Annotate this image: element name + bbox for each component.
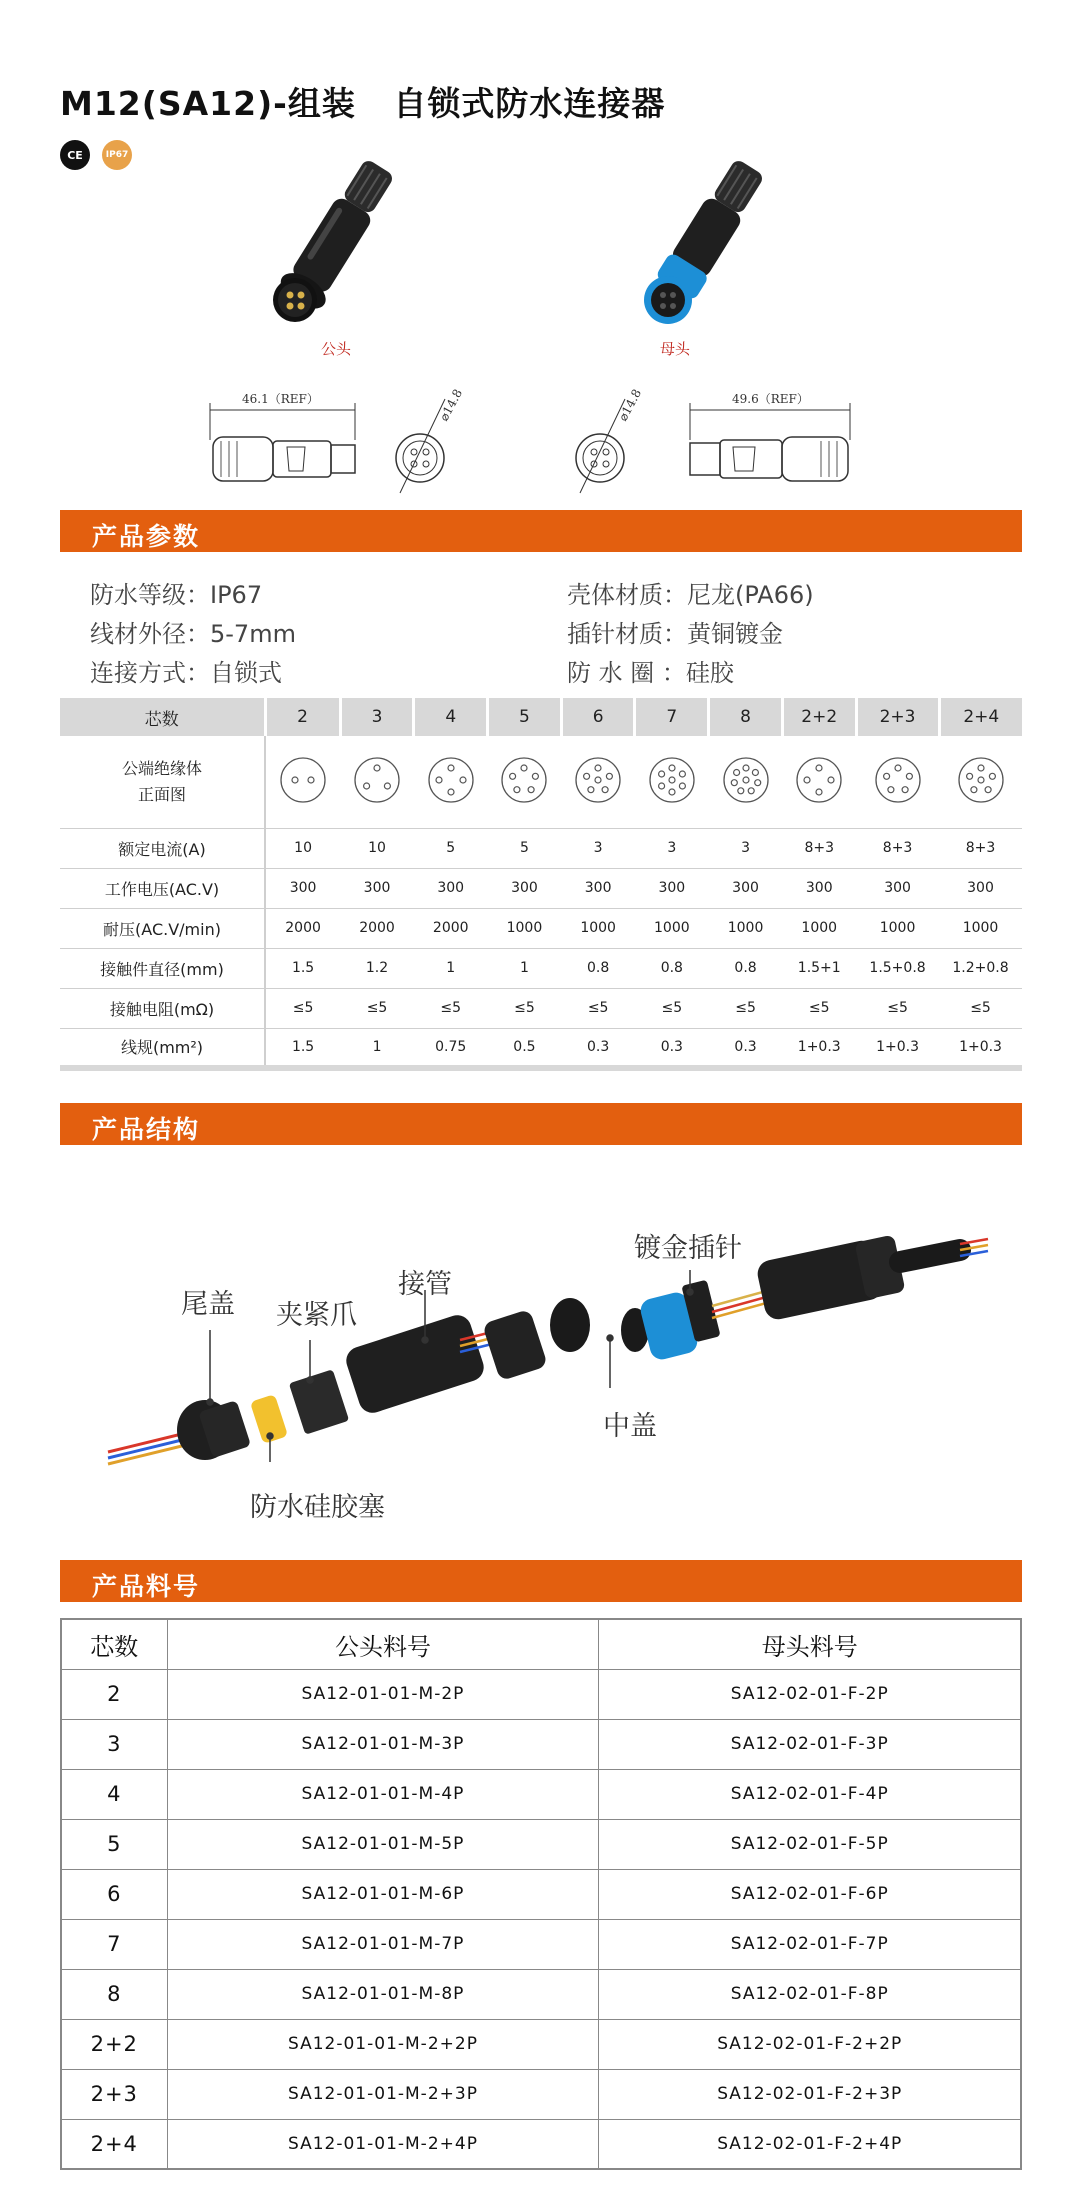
- pin-layout-cell: [561, 736, 635, 828]
- order-cores-cell: 2+3: [61, 2069, 167, 2119]
- spec-pins-row: [60, 736, 1022, 828]
- spec-cell: 0.3: [561, 1028, 635, 1068]
- spec-cell: 300: [939, 868, 1022, 908]
- spec-cell: 300: [488, 868, 562, 908]
- order-row: [61, 1769, 1021, 1819]
- spec-cell: 300: [265, 868, 340, 908]
- female-part-number: SA12-02-01-F-8P: [599, 1969, 1021, 2019]
- spec-cell: 1000: [635, 908, 709, 948]
- spec-cell: ≤5: [488, 988, 562, 1028]
- spec-cell: 300: [414, 868, 488, 908]
- spec-cell: 5: [488, 828, 562, 868]
- pin-hole-icon: [658, 783, 664, 789]
- female-part-number: SA12-02-01-F-4P: [599, 1769, 1021, 1819]
- tail-cap-part: [177, 1400, 251, 1460]
- male-part-number: SA12-01-01-M-3P: [167, 1719, 599, 1769]
- pin-hole-icon: [533, 773, 539, 779]
- male-caption: 公头: [321, 340, 352, 358]
- spec-cell: 300: [340, 868, 414, 908]
- ip67-badge-icon: IP67: [102, 140, 132, 170]
- female-length-label: 49.6（REF）: [732, 392, 809, 406]
- section-header-params: [60, 510, 1022, 552]
- female-part-number: SA12-02-01-F-6P: [599, 1869, 1021, 1919]
- order-header-row: [61, 1619, 1021, 1669]
- order-cores-cell: 2+4: [61, 2119, 167, 2169]
- spec-cell: 1000: [856, 908, 939, 948]
- pin-hole-icon: [737, 788, 743, 794]
- spec-cell: 1.5+1: [782, 948, 856, 988]
- male-part-number: SA12-01-01-M-5P: [167, 1819, 599, 1869]
- pin-hole-icon: [584, 773, 590, 779]
- pin-hole-icon: [754, 779, 760, 785]
- spec-row: [60, 828, 1022, 868]
- spec-row-label: 接触电阻(mΩ): [60, 988, 265, 1028]
- spec-header-row: [60, 698, 1022, 736]
- order-row: [61, 2069, 1021, 2119]
- pin-hole-icon: [743, 777, 749, 783]
- pin-hole-icon: [828, 777, 834, 783]
- pin-hole-icon: [679, 783, 685, 789]
- spec-cell: 1000: [939, 908, 1022, 948]
- order-header-female: 母头料号: [599, 1619, 1021, 1669]
- spec-cell: ≤5: [414, 988, 488, 1028]
- order-row: [61, 1919, 1021, 1969]
- spec-row-label: 耐压(AC.V/min): [60, 908, 265, 948]
- spec-cell: 10: [265, 828, 340, 868]
- pin-hole-icon: [887, 786, 893, 792]
- param-pin-material: 插针材质：黄铜镀金: [567, 620, 783, 648]
- male-connector-image: [260, 150, 410, 330]
- section-header-order: [60, 1560, 1022, 1602]
- spec-core: 3: [340, 698, 414, 736]
- spec-cell: ≤5: [939, 988, 1022, 1028]
- label-gold-pin: 镀金插针: [634, 1233, 742, 1264]
- pin-layout-icon: [794, 755, 844, 805]
- pin-hole-icon: [966, 773, 972, 779]
- spec-row: [60, 948, 1022, 988]
- spec-core: 5: [488, 698, 562, 736]
- spec-cell: 3: [709, 828, 783, 868]
- female-part-number: SA12-02-01-F-2+4P: [599, 2119, 1021, 2169]
- order-row: [61, 1869, 1021, 1919]
- order-header-male: 公头料号: [167, 1619, 599, 1669]
- param-connection: 连接方式：自锁式: [90, 659, 282, 687]
- male-diameter-label: ⌀14.8: [436, 386, 466, 424]
- pin-hole-icon: [985, 786, 991, 792]
- pin-hole-icon: [374, 765, 380, 771]
- exploded-assembly-image: [60, 1190, 1022, 1520]
- spec-cell: 1: [340, 1028, 414, 1068]
- order-row: [61, 1819, 1021, 1869]
- order-row: [61, 1669, 1021, 1719]
- spec-core: 2: [265, 698, 340, 736]
- spec-cell: ≤5: [340, 988, 414, 1028]
- female-connector-image: [630, 150, 780, 330]
- pin-hole-icon: [669, 777, 675, 783]
- spec-cell: 300: [561, 868, 635, 908]
- spec-cell: 1+0.3: [939, 1028, 1022, 1068]
- pin-layout-cell: [488, 736, 562, 828]
- pin-hole-icon: [989, 773, 995, 779]
- order-cores-cell: 8: [61, 1969, 167, 2019]
- label-clamp: 夹紧爪: [276, 1300, 357, 1331]
- spec-core: 6: [561, 698, 635, 736]
- spec-row-label: 接触件直径(mm): [60, 948, 265, 988]
- female-diameter-label: ⌀14.8: [615, 386, 645, 424]
- pin-hole-icon: [595, 765, 601, 771]
- female-part-number: SA12-02-01-F-2P: [599, 1669, 1021, 1719]
- spec-row: [60, 1028, 1022, 1068]
- section-header-structure: [60, 1103, 1022, 1145]
- spec-cell: 1.5+0.8: [856, 948, 939, 988]
- female-dimension-drawing: [565, 385, 865, 500]
- spec-cell: 0.3: [709, 1028, 783, 1068]
- pin-hole-icon: [733, 769, 739, 775]
- pin-hole-icon: [292, 777, 298, 783]
- pin-hole-icon: [970, 786, 976, 792]
- order-cores-cell: 5: [61, 1819, 167, 1869]
- pin-layout-cell: [340, 736, 414, 828]
- spec-cell: 5: [414, 828, 488, 868]
- spec-core: 2+4: [939, 698, 1022, 736]
- spec-core: 4: [414, 698, 488, 736]
- order-cores-cell: 7: [61, 1919, 167, 1969]
- pin-hole-icon: [529, 786, 535, 792]
- param-seal: 防 水 圈 ：硅胶: [567, 659, 734, 687]
- female-part-number: SA12-02-01-F-2+3P: [599, 2069, 1021, 2119]
- pin-hole-icon: [514, 786, 520, 792]
- pin-hole-icon: [588, 786, 594, 792]
- order-cores-cell: 6: [61, 1869, 167, 1919]
- spec-cell: 300: [709, 868, 783, 908]
- order-row: [61, 2119, 1021, 2169]
- spec-cell: 300: [856, 868, 939, 908]
- order-cores-cell: 3: [61, 1719, 167, 1769]
- spec-cell: 1.5: [265, 948, 340, 988]
- order-cores-cell: 4: [61, 1769, 167, 1819]
- pin-layout-cell: [709, 736, 783, 828]
- pin-hole-icon: [607, 773, 613, 779]
- female-part-number: SA12-02-01-F-7P: [599, 1919, 1021, 1969]
- pin-layout-cell: [265, 736, 340, 828]
- pin-hole-icon: [669, 765, 675, 771]
- spec-cell: 1: [414, 948, 488, 988]
- pin-hole-icon: [978, 765, 984, 771]
- female-caption: 母头: [660, 340, 691, 358]
- pin-hole-icon: [521, 765, 527, 771]
- spec-cell: 0.75: [414, 1028, 488, 1068]
- order-table: [60, 1618, 1022, 2170]
- pin-hole-icon: [883, 773, 889, 779]
- spec-row: [60, 868, 1022, 908]
- pin-hole-icon: [902, 786, 908, 792]
- pin-hole-icon: [731, 779, 737, 785]
- spec-row: [60, 988, 1022, 1028]
- pin-layout-icon: [647, 755, 697, 805]
- spec-cell: 1000: [709, 908, 783, 948]
- pin-hole-icon: [436, 777, 442, 783]
- pin-hole-icon: [669, 789, 675, 795]
- section-title: 产品料号: [92, 1572, 201, 1601]
- spec-cell: 1000: [782, 908, 856, 948]
- pin-hole-icon: [448, 765, 454, 771]
- pin-hole-icon: [679, 771, 685, 777]
- male-part-number: SA12-01-01-M-7P: [167, 1919, 599, 1969]
- pin-layout-cell: [939, 736, 1022, 828]
- spec-core: 7: [635, 698, 709, 736]
- spec-cell: 0.8: [561, 948, 635, 988]
- pin-hole-icon: [602, 786, 608, 792]
- spec-header-label: 芯数: [60, 698, 265, 736]
- pin-hole-icon: [743, 765, 749, 771]
- order-cores-cell: 2: [61, 1669, 167, 1719]
- spec-cell: 2000: [340, 908, 414, 948]
- order-row: [61, 1719, 1021, 1769]
- spec-row-label: 工作电压(AC.V): [60, 868, 265, 908]
- pin-hole-icon: [895, 765, 901, 771]
- pin-hole-icon: [978, 777, 984, 783]
- label-seal: 防水硅胶塞: [250, 1492, 385, 1523]
- cert-row: [60, 140, 132, 170]
- pin-hole-icon: [595, 777, 601, 783]
- spec-cell: 2000: [414, 908, 488, 948]
- male-part-number: SA12-01-01-M-2+4P: [167, 2119, 599, 2169]
- spec-cell: ≤5: [635, 988, 709, 1028]
- pin-layout-cell: [635, 736, 709, 828]
- spec-cell: 1000: [488, 908, 562, 948]
- male-length-label: 46.1（REF）: [242, 392, 319, 406]
- spec-cell: 0.3: [635, 1028, 709, 1068]
- spec-core: 2+3: [856, 698, 939, 736]
- param-cable-diameter: 线材外径：5-7mm: [90, 620, 296, 648]
- spec-cell: 1.2: [340, 948, 414, 988]
- pin-layout-cell: [414, 736, 488, 828]
- pin-hole-icon: [510, 773, 516, 779]
- spec-cell: 1+0.3: [782, 1028, 856, 1068]
- order-header-cores: 芯数: [61, 1619, 167, 1669]
- pin-layout-icon: [573, 755, 623, 805]
- order-row: [61, 2019, 1021, 2069]
- page-title: M12(SA12)-组装 自锁式防水连接器: [60, 84, 666, 123]
- spec-row-label: 额定电流(A): [60, 828, 265, 868]
- pin-layout-icon: [873, 755, 923, 805]
- male-part-number: SA12-01-01-M-2P: [167, 1669, 599, 1719]
- param-waterproof: 防水等级：IP67: [90, 581, 263, 609]
- pin-hole-icon: [308, 777, 314, 783]
- pin-hole-icon: [816, 765, 822, 771]
- spec-cell: 0.5: [488, 1028, 562, 1068]
- order-cores-cell: 2+2: [61, 2019, 167, 2069]
- label-tail-cap: 尾盖: [181, 1289, 235, 1320]
- param-shell-material: 壳体材质：尼龙(PA66): [567, 581, 814, 609]
- female-part-number: SA12-02-01-F-3P: [599, 1719, 1021, 1769]
- spec-cell: 1: [488, 948, 562, 988]
- spec-cell: 8+3: [939, 828, 1022, 868]
- spec-cell: 10: [340, 828, 414, 868]
- pin-hole-icon: [460, 777, 466, 783]
- male-part-number: SA12-01-01-M-8P: [167, 1969, 599, 2019]
- spec-cell: ≤5: [561, 988, 635, 1028]
- pin-layout-cell: [782, 736, 856, 828]
- pin-hole-icon: [384, 783, 390, 789]
- pin-hole-icon: [748, 788, 754, 794]
- pin-layout-icon: [278, 755, 328, 805]
- spec-cell: 8+3: [782, 828, 856, 868]
- spec-core: 8: [709, 698, 783, 736]
- spec-cell: 1000: [561, 908, 635, 948]
- spec-cell: ≤5: [782, 988, 856, 1028]
- male-part-number: SA12-01-01-M-2+3P: [167, 2069, 599, 2119]
- male-part-number: SA12-01-01-M-6P: [167, 1869, 599, 1919]
- spec-cell: 300: [782, 868, 856, 908]
- label-middle-cap: 中盖: [603, 1411, 657, 1442]
- male-part-number: SA12-01-01-M-2+2P: [167, 2019, 599, 2069]
- label-tube: 接管: [398, 1269, 452, 1300]
- pin-hole-icon: [906, 773, 912, 779]
- pins-row-label: 公端绝缘体 正面图: [60, 736, 265, 828]
- spec-cell: 0.8: [635, 948, 709, 988]
- male-part-number: SA12-01-01-M-4P: [167, 1769, 599, 1819]
- pin-layout-icon: [956, 755, 1006, 805]
- spec-cell: 1.2+0.8: [939, 948, 1022, 988]
- female-part-number: SA12-02-01-F-2+2P: [599, 2019, 1021, 2069]
- spec-cell: ≤5: [709, 988, 783, 1028]
- spec-cell: 3: [561, 828, 635, 868]
- spec-cell: 1+0.3: [856, 1028, 939, 1068]
- spec-cell: 1.5: [265, 1028, 340, 1068]
- pin-hole-icon: [658, 771, 664, 777]
- spec-table: [60, 698, 1022, 1071]
- spec-row-label: 线规(mm²): [60, 1028, 265, 1068]
- spec-cell: 2000: [265, 908, 340, 948]
- section-title: 产品参数: [92, 522, 201, 551]
- pin-layout-icon: [499, 755, 549, 805]
- pin-hole-icon: [804, 777, 810, 783]
- order-row: [61, 1969, 1021, 2019]
- pin-hole-icon: [364, 783, 370, 789]
- section-title: 产品结构: [92, 1115, 201, 1144]
- pin-layout-icon: [352, 755, 402, 805]
- pin-hole-icon: [816, 789, 822, 795]
- pin-layout-cell: [856, 736, 939, 828]
- spec-cell: 0.8: [709, 948, 783, 988]
- spec-row: [60, 908, 1022, 948]
- spec-cell: ≤5: [265, 988, 340, 1028]
- pin-hole-icon: [752, 769, 758, 775]
- spec-cell: 300: [635, 868, 709, 908]
- spec-core: 2+2: [782, 698, 856, 736]
- pin-layout-icon: [426, 755, 476, 805]
- pin-hole-icon: [448, 789, 454, 795]
- ce-mark-icon: CE: [60, 140, 90, 170]
- spec-cell: ≤5: [856, 988, 939, 1028]
- female-part-number: SA12-02-01-F-5P: [599, 1819, 1021, 1869]
- spec-cell: 8+3: [856, 828, 939, 868]
- spec-cell: 3: [635, 828, 709, 868]
- pin-layout-icon: [721, 755, 771, 805]
